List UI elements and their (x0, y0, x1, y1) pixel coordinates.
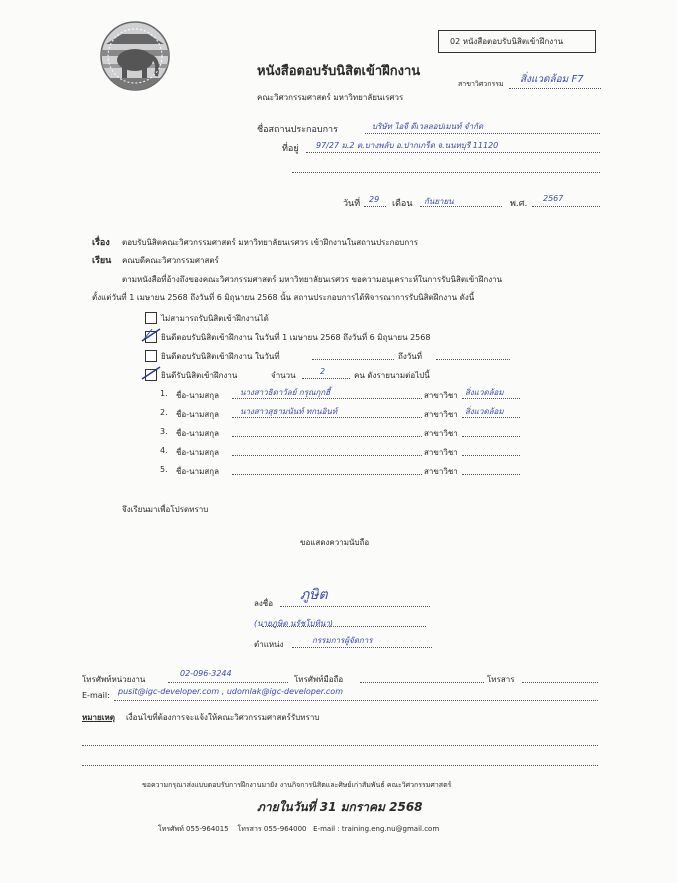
footer-contact: โทรศัพท์ 055-964015 โทรสาร 055-964000 E-mail : training.eng.nu@gmail.com (158, 825, 440, 833)
subject-label: เรื่อง (92, 238, 110, 248)
student-name-label: ชื่อ-นามสกุล (176, 410, 219, 419)
document-subtitle: คณะวิศวกรรมศาสตร์ มหาวิทยาลัยนเรศวร (257, 93, 404, 102)
to-label: เรียน (92, 256, 112, 266)
body-line-1: ตามหนังสือที่อ้างถึงของคณะวิศวกรรมศาสตร์ มหาวิทยาลัยนเรศวร ขอความอนุเคราะห์ในการรับนิสิตเข้าฝึกงาน (122, 275, 503, 284)
option-3-label-start: ยินดีตอบรับนิสิตเข้าฝึกงาน ในวันที่ (161, 352, 280, 361)
option-4-label: ยินดีรับนิสิตเข้าฝึกงาน (161, 371, 238, 380)
option-3-checkbox[interactable] (145, 350, 157, 362)
option-4-count-label: จำนวน (271, 371, 296, 380)
university-seal-icon (92, 20, 178, 92)
note-label: หมายเหตุ (82, 713, 115, 722)
student-major-label: สาขาวิชา (424, 410, 458, 419)
closing-inform: จึงเรียนมาเพื่อโปรดทราบ (122, 505, 209, 514)
student-major-label: สาขาวิชา (424, 391, 458, 400)
student-num: 4. (160, 446, 168, 455)
phone-label: โทรศัพท์หน่วยงาน (82, 675, 146, 684)
footer-request: ขอความกรุณาส่งแบบตอบรับการฝึกงานมายัง งานกิจการนิสิตและศิษย์เก่าสัมพันธ์ คณะวิศวกรรมศาสตร์ (142, 781, 452, 789)
closing-regards: ขอแสดงความนับถือ (300, 538, 370, 547)
student-num: 5. (160, 465, 168, 474)
body-line-2: ตั้งแต่วันที่ 1 เมษายน 2568 ถึงวันที่ 6 มิถุนายน 2568 นั้น สถานประกอบการได้พิจารณาการรับนิสิตฝึกงาน ดังนี้ (92, 293, 475, 302)
student-num: 1. (160, 389, 168, 398)
position-value: กรรมการผู้จัดการ (312, 636, 373, 645)
option-2-label: ยินดีตอบรับนิสิตเข้าฝึกงาน ในวันที่ 1 เมษายน 2568 ถึงวันที่ 6 มิถุนายน 2568 (161, 333, 431, 342)
student-name-label: ชื่อ-นามสกุล (176, 429, 219, 438)
option-4-count-value: 2 (320, 367, 326, 376)
address-label: ที่อยู่ (282, 144, 299, 154)
check-mark-icon: ⁄ (147, 328, 150, 343)
sign-label: ลงชื่อ (254, 599, 274, 608)
student-name-value: นางสาวสุธามนันท์ ทกนอินท์ (240, 407, 338, 416)
student-major-label: สาขาวิชา (424, 448, 458, 457)
student-num: 3. (160, 427, 168, 436)
check-mark-icon (140, 327, 162, 345)
month-value: กันยายน (424, 197, 454, 206)
option-3-label-end: ถึงวันที่ (398, 352, 422, 361)
day-label: วันที่ (343, 199, 361, 209)
signature-value: ภูษิต (300, 587, 328, 603)
option-1-checkbox[interactable] (145, 312, 157, 324)
position-label: ตำแหน่ง (254, 640, 284, 649)
year-label: พ.ศ. (510, 199, 528, 209)
email-value: pusit@igc-developer.com , udomlak@igc-developer.com (118, 687, 343, 696)
note-text: เงื่อนไขที่ต้องการจะแจ้งให้คณะวิศวกรรมศาสตร์รับทราบ (126, 713, 320, 722)
student-name-label: ชื่อ-นามสกุล (176, 391, 219, 400)
student-name-label: ชื่อ-นามสกุล (176, 448, 219, 457)
subject-text: ตอบรับนิสิตคณะวิศวกรรมศาสตร์ มหาวิทยาลัยนเรศวร เข้าฝึกงานในสถานประกอบการ (122, 238, 419, 247)
student-name-label: ชื่อ-นามสกุล (176, 467, 219, 476)
mobile-label: โทรศัพท์มือถือ (294, 675, 344, 684)
option-4-label-end: คน ดังรายนามต่อไปนี้ (354, 371, 430, 380)
company-name-value: บริษัท ไอจี ดีเวลลอปเมนท์ จำกัด (372, 122, 484, 131)
student-num: 2. (160, 408, 168, 417)
dept-label: สาขาวิศวกรรม (458, 80, 504, 88)
printed-name: (นายภูษิต นรัชโบทินา) (254, 619, 333, 628)
form-code-label: 02 หนังสือตอบรับนิสิตเข้าฝึกงาน (450, 37, 564, 46)
email-label: E-mail: (82, 691, 110, 700)
footer-deadline: ภายในวันที่ 31 มกราคม 2568 (257, 800, 423, 814)
month-label: เดือน (392, 199, 413, 209)
student-major-label: สาขาวิชา (424, 467, 458, 476)
student-major-label: สาขาวิชา (424, 429, 458, 438)
check-mark-icon (140, 365, 162, 383)
address-value: 97/27 ม.2 ต.บางพลับ อ.ปากเกร็ด จ.นนทบุรี 11120 (316, 141, 499, 150)
document-title: หนังสือตอบรับนิสิตเข้าฝึกงาน (257, 64, 421, 79)
day-value: 29 (369, 195, 380, 204)
fax-label: โทรสาร (487, 675, 515, 684)
to-text: คณบดีคณะวิศวกรรมศาสตร์ (122, 256, 219, 265)
student-major-value: สิ่งแวดล้อม (465, 388, 504, 397)
dept-value: สิ่งแวดล้อม F7 (520, 74, 584, 85)
year-value: 2567 (543, 194, 564, 203)
student-name-value: นางสาวธิดาวัลย์ กรุณกุกฮี้ (240, 388, 331, 397)
student-major-value: สิ่งแวดล้อม (465, 407, 504, 416)
option-1-label: ไม่สามารถรับนิสิตเข้าฝึกงานได้ (161, 314, 269, 323)
phone-value: 02-096-3244 (180, 669, 232, 678)
company-name-label: ชื่อสถานประกอบการ (257, 125, 338, 135)
